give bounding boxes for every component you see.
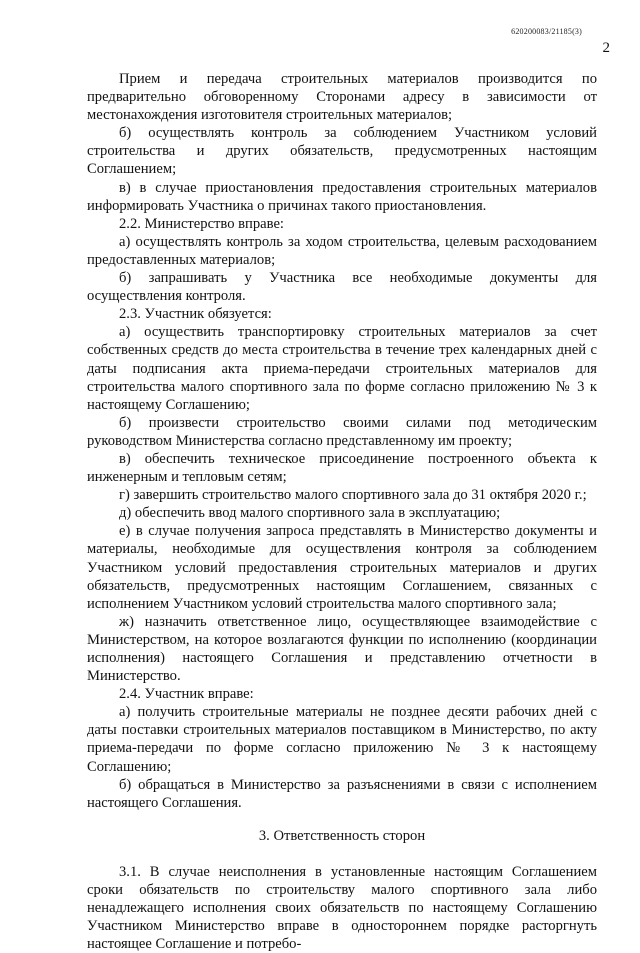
paragraph: в) в случае приостановления предоставления строительных материалов информировать Участника о причинах такого приостановления. [87, 179, 597, 214]
paragraph: б) осуществлять контроль за соблюдением Участником условий строительства и других обязательств, предусмотренных настоящим Соглашением; [87, 125, 597, 178]
paragraph: 3.1. В случае неисполнения в установленные настоящим Соглашением сроки обязательств по строительству малого спортивного зала либо ненадлежащего исполнения своих обязательств по настоящему Соглашению Участником Министерство вправе в одностороннем порядке расторгнуть настоящее Соглашение и потребо- [87, 863, 597, 953]
paragraph: 2.2. Министерство вправе: [119, 215, 284, 232]
document-id: 620200083/21185(3) [511, 27, 582, 36]
paragraph: д) обеспечить ввод малого спортивного зала в эксплуатацию; [119, 505, 501, 522]
paragraph: 2.4. Участник вправе: [119, 686, 254, 703]
paragraph: е) в случае получения запроса представлять в Министерство документы и материалы, необходимые для осуществления контроля за соблюдением Участником условий предоставления строительных материалов и других обязательств, предусмотренных настоящим Соглашением, связанных с исполнением Участником условий строительства малого спортивного зала; [87, 523, 597, 612]
document-body [87, 70, 597, 953]
paragraph: а) осуществить транспортировку строительных материалов за счет собственных средств до места строительства в течение трех календарных дней с даты подписания акта приема-передачи строительных материалов для строительства малого спортивного зала по форме согласно приложению № 3 к настоящему Соглашению; [87, 324, 597, 413]
page-number: 2 [602, 40, 610, 56]
paragraph: г) завершить строительство малого спортивного зала до 31 октября 2020 г.; [119, 487, 587, 504]
paragraph: в) обеспечить техническое присоединение построенного объекта к инженерным и тепловым сетям; [87, 450, 597, 486]
paragraph: 2.3. Участник обязуется: [119, 306, 272, 323]
paragraph: б) запрашивать у Участника все необходимые документы для осуществления контроля. [87, 270, 597, 305]
paragraph: а) получить строительные материалы не позднее десяти рабочих дней с даты поставки строительных материалов поставщиком в Министерство, по акту приема-передачи по форме согласно приложению № 3 к настоящему Соглашению; [87, 704, 597, 775]
paragraph: Прием и передача строительных материалов производится по предварительно обговоренному Сторонами адресу в зависимости от местонахождения изготовителя строительных материалов; [87, 71, 597, 124]
paragraph: а) осуществлять контроль за ходом строительства, целевым расходованием предоставленных материалов; [87, 233, 597, 268]
paragraph: ж) назначить ответственное лицо, осуществляющее взаимодействие с Министерством, на которое возлагаются функции по исполнению (координации исполнения) настоящего Соглашения и представлению отчетности в Министерство. [87, 613, 597, 685]
paragraph: б) произвести строительство своими силами под методическим руководством Министерства согласно представленному им проекту; [87, 414, 597, 449]
section-heading: 3. Ответственность сторон [258, 827, 426, 844]
paragraph: б) обращаться в Министерство за разъяснениями в связи с исполнением настоящего Соглашения. [87, 776, 597, 811]
